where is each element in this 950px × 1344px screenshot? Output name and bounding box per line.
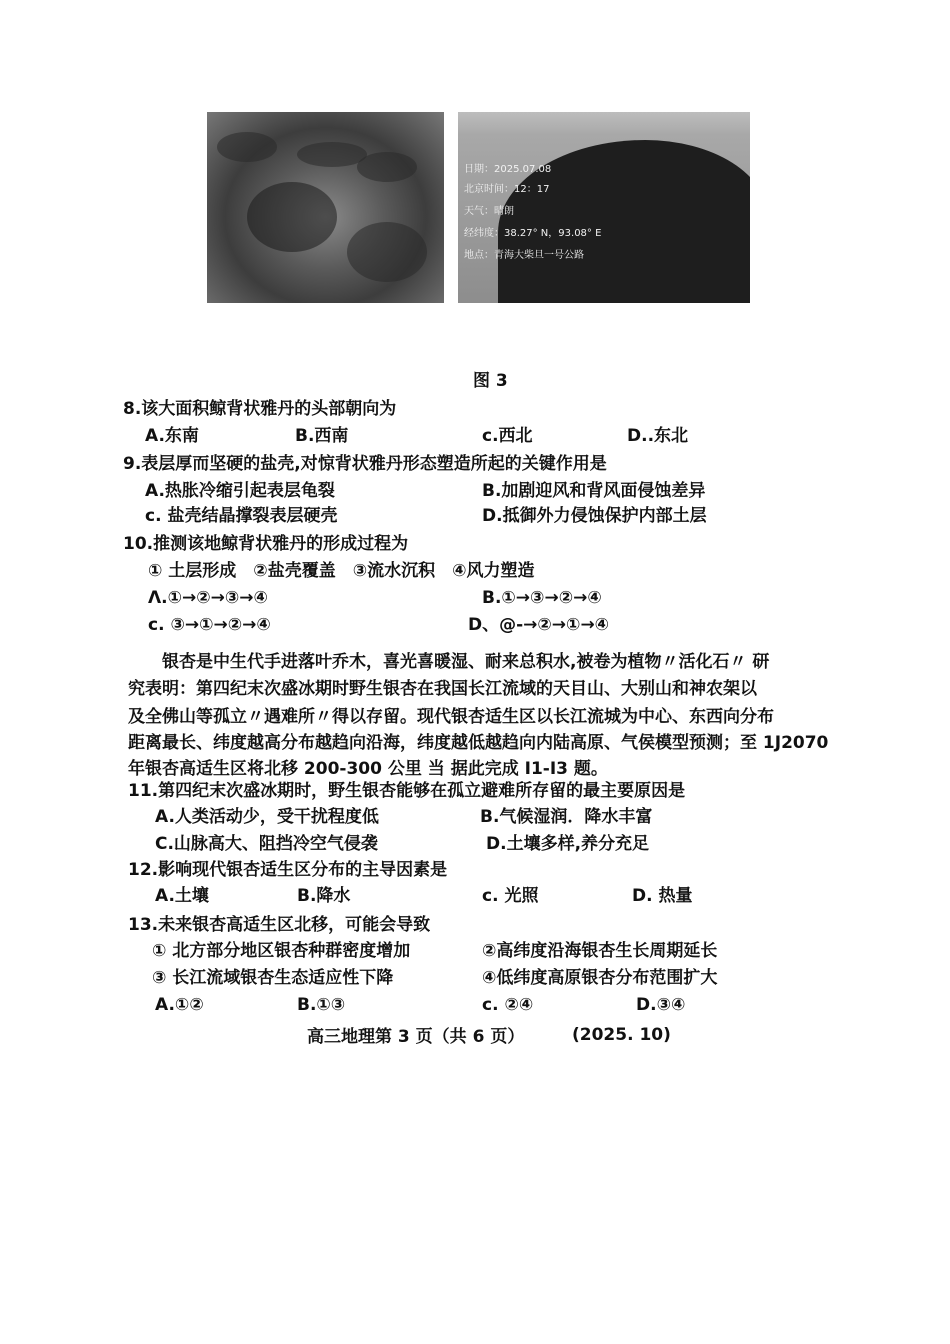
- q13-item-3: ③ 长江流域银杏生态适应性下降: [152, 968, 394, 988]
- q13-option-b: B.①③: [297, 995, 346, 1015]
- figure-caption: 图 3: [473, 371, 508, 391]
- q12-option-a: A.土壤: [155, 886, 209, 906]
- q11-option-c: C.山脉高大、阻挡冷空气侵袭: [155, 834, 378, 854]
- q10-items: ① 土层形成 ②盐壳覆盖 ③流水沉积 ④风力塑造: [148, 561, 535, 581]
- photo-date: 日期：2025.07.08: [464, 164, 552, 175]
- yardang-ground-photo: [458, 112, 750, 303]
- q12-option-b: B.降水: [297, 886, 351, 906]
- q13-option-a: A.①②: [155, 995, 204, 1015]
- q9-option-b: B.加剧迎风和背风面侵蚀差异: [482, 481, 706, 501]
- q9-stem: 9.表层厚而坚硬的盐壳,对惊背状雅丹形态塑造所起的关键作用是: [123, 454, 607, 474]
- q11-stem: 11.第四纪末次盛冰期时，野生银杏能够在孤立避难所存留的最主要原因是: [128, 781, 686, 801]
- q8-stem: 8.该大面积鲸背状雅丹的头部朝向为: [123, 399, 397, 419]
- photo-time: 北京时间：12：17: [464, 184, 550, 195]
- q10-option-a: Λ.①→②→③→④: [148, 588, 268, 608]
- q9-option-a: A.热胀冷缩引起表层龟裂: [145, 481, 335, 501]
- q9-option-c: c. 盐壳结晶撑裂表层硬壳: [145, 506, 338, 526]
- footer-date: (2025. 10): [572, 1025, 671, 1045]
- q9-option-d: D.抵御外力侵蚀保护内部土层: [482, 506, 707, 526]
- q13-stem: 13.未来银杏高适生区北移，可能会导致: [128, 915, 431, 935]
- photo-coords: 经纬度：38.27° N，93.08° E: [464, 228, 602, 239]
- q10-option-d: D、@-→②→①→④: [468, 615, 610, 635]
- q8-option-b: B.西南: [295, 426, 349, 446]
- q12-option-d: D. 热量: [632, 886, 693, 906]
- photo-weather: 天气：晴朗: [464, 206, 514, 217]
- passage-line-2: 究表明：第四纪末次盛冰期时野生银杏在我国长江流域的天目山、大别山和神农架以: [128, 679, 757, 699]
- passage-line-4: 距离最长、纬度越高分布越趋向沿海，纬度越低越趋向内陆高原、气侯模型预测；至 1J2070: [128, 733, 829, 753]
- q11-option-d: D.土壤多样,养分充足: [486, 834, 650, 854]
- passage-line-5: 年银杏高适生区将北移 200-300 公里 当 据此完成 I1-I3 题。: [128, 759, 608, 779]
- q13-item-4: ④低纬度高原银杏分布范围扩大: [482, 968, 718, 988]
- q13-item-2: ②高纬度沿海银杏生长周期延长: [482, 941, 718, 961]
- yardang-aerial-photo: [207, 112, 444, 303]
- footer-page: 高三地理第 3 页（共 6 页）: [307, 1027, 525, 1047]
- q11-option-a: A.人类活动少，受干扰程度低: [155, 807, 379, 827]
- q10-option-b: B.①→③→②→④: [482, 588, 602, 608]
- q10-stem: 10.推测该地鲸背状雅丹的形成过程为: [123, 534, 409, 554]
- q12-stem: 12.影响现代银杏适生区分布的主导因素是: [128, 860, 448, 880]
- q10-option-c: c. ③→①→②→④: [148, 615, 271, 635]
- q8-option-c: c.西北: [482, 426, 533, 446]
- q13-option-c: c. ②④: [482, 995, 534, 1015]
- q13-item-1: ① 北方部分地区银杏种群密度增加: [152, 941, 411, 961]
- q8-option-d: D..东北: [627, 426, 689, 446]
- q13-option-d: D.③④: [636, 995, 686, 1015]
- q8-option-a: A.东南: [145, 426, 199, 446]
- passage-line-1: 银杏是中生代手进落叶乔木，喜光喜暖湿、耐来总积水,被卷为植物〃活化石〃 研: [162, 652, 770, 672]
- photo-place: 地点：青海大柴旦一号公路: [464, 250, 584, 261]
- q11-option-b: B.气候湿润．降水丰富: [480, 807, 653, 827]
- passage-line-3: 及全佛山等孤立〃遇难所〃得以存留。现代银杏适生区以长江流城为中心、东西向分布: [128, 707, 774, 727]
- q12-option-c: c. 光照: [482, 886, 539, 906]
